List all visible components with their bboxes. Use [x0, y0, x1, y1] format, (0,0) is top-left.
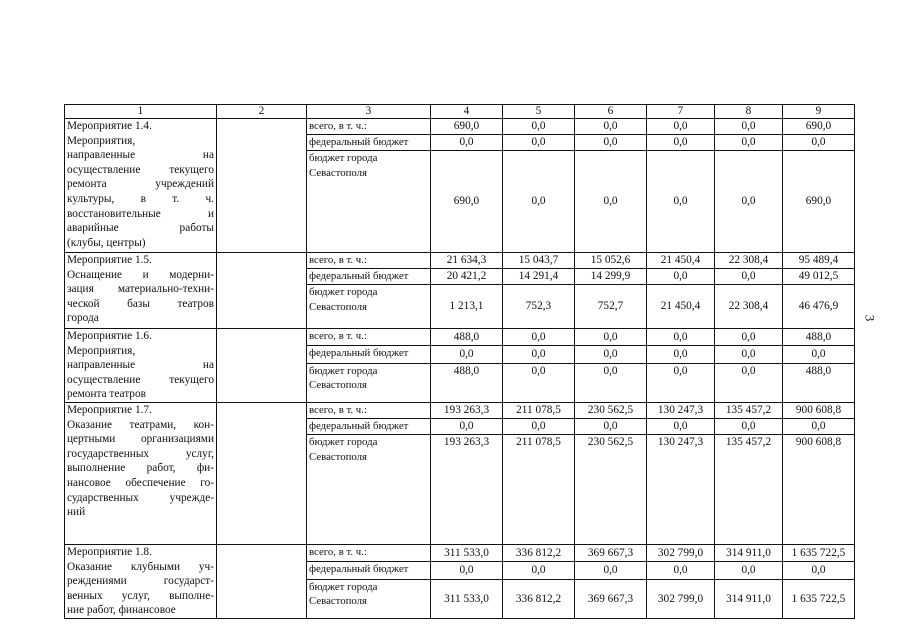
- value-cell: 302 799,0: [647, 579, 715, 618]
- value-cell: 311 533,0: [431, 544, 503, 561]
- description-line: венных услуг, выполне-: [67, 589, 214, 602]
- value-cell: 336 812,2: [503, 579, 575, 618]
- measure-description: [65, 119, 217, 253]
- empty-cell: [217, 544, 307, 618]
- value-cell: 0,0: [503, 363, 575, 402]
- header-cell: 6: [575, 105, 647, 119]
- value-cell: 0,0: [647, 346, 715, 363]
- value-cell: 900 608,8: [783, 434, 855, 544]
- value-cell: 690,0: [783, 119, 855, 135]
- header-cell: 8: [715, 105, 783, 119]
- value-cell: 0,0: [647, 363, 715, 402]
- description-line: города: [67, 312, 99, 325]
- description-line: ний: [67, 506, 86, 519]
- budget-table: [64, 104, 855, 619]
- description-line: нансовое обеспечение го-: [67, 476, 214, 489]
- value-cell: 0,0: [575, 119, 647, 135]
- value-cell: 0,0: [783, 418, 855, 434]
- header-cell: 7: [647, 105, 715, 119]
- value-cell: 135 457,2: [715, 402, 783, 418]
- value-cell: 130 247,3: [647, 402, 715, 418]
- header-cell: 1: [65, 105, 217, 119]
- value-cell: 0,0: [783, 346, 855, 363]
- funding-source: бюджет города Севастополя: [307, 151, 431, 253]
- description-line: Мероприятие 1.6.: [67, 330, 152, 342]
- value-cell: 130 247,3: [647, 434, 715, 544]
- page-number: 3: [862, 314, 878, 322]
- value-cell: 0,0: [715, 418, 783, 434]
- description-line: Мероприятие 1.5.: [67, 254, 152, 266]
- value-cell: 488,0: [431, 329, 503, 346]
- description-line: Оснащение и модерни-: [67, 268, 214, 281]
- value-cell: 21 450,4: [647, 253, 715, 269]
- value-cell: 21 450,4: [647, 285, 715, 329]
- empty-cell: [217, 119, 307, 253]
- value-cell: 0,0: [715, 562, 783, 579]
- value-cell: 0,0: [715, 135, 783, 151]
- description-line: направленные на: [67, 149, 214, 162]
- header-cell: 9: [783, 105, 855, 119]
- description-line: аварийные работы: [67, 222, 214, 235]
- value-cell: 0,0: [647, 135, 715, 151]
- value-cell: 0,0: [647, 151, 715, 253]
- value-cell: 1 213,1: [431, 285, 503, 329]
- measure-description: [65, 544, 217, 618]
- value-cell: 1 635 722,5: [783, 544, 855, 561]
- description-line: ремонта театров: [67, 388, 146, 401]
- table-row: [65, 402, 855, 418]
- value-cell: 211 078,5: [503, 402, 575, 418]
- value-cell: 488,0: [431, 363, 503, 402]
- description-line: осуществление текущего: [67, 373, 214, 386]
- funding-source: федеральный бюджет: [307, 135, 431, 151]
- value-cell: 0,0: [647, 329, 715, 346]
- value-cell: 0,0: [647, 418, 715, 434]
- value-cell: 22 308,4: [715, 285, 783, 329]
- value-cell: 690,0: [431, 151, 503, 253]
- table-row: [65, 329, 855, 346]
- description-line: Мероприятие 1.7.: [67, 403, 152, 416]
- value-cell: 193 263,3: [431, 434, 503, 544]
- description-line: ческой базы театров: [67, 297, 214, 310]
- value-cell: 900 608,8: [783, 402, 855, 418]
- funding-source: бюджет города Севастополя: [307, 434, 431, 544]
- funding-source: федеральный бюджет: [307, 562, 431, 579]
- description-line: Мероприятия,: [67, 134, 136, 147]
- value-cell: 0,0: [715, 119, 783, 135]
- description-line: Мероприятия,: [67, 344, 136, 357]
- table-row: [65, 544, 855, 561]
- value-cell: 0,0: [575, 329, 647, 346]
- description-line: ремонта учреждений: [67, 178, 214, 191]
- description-line: государственных услуг,: [67, 447, 214, 460]
- value-cell: 302 799,0: [647, 544, 715, 561]
- value-cell: 15 043,7: [503, 253, 575, 269]
- value-cell: 488,0: [783, 329, 855, 346]
- value-cell: 49 012,5: [783, 269, 855, 285]
- value-cell: 336 812,2: [503, 544, 575, 561]
- description-line: культуры, в т. ч.: [67, 192, 214, 205]
- empty-cell: [217, 253, 307, 329]
- header-cell: 3: [307, 105, 431, 119]
- value-cell: 14 291,4: [503, 269, 575, 285]
- value-cell: 0,0: [503, 418, 575, 434]
- value-cell: 15 052,6: [575, 253, 647, 269]
- value-cell: 314 911,0: [715, 579, 783, 618]
- measure-description: [65, 402, 217, 544]
- empty-cell: [217, 329, 307, 403]
- description-line: выполнение работ, фи-: [67, 462, 214, 475]
- value-cell: 230 562,5: [575, 434, 647, 544]
- value-cell: 0,0: [431, 346, 503, 363]
- funding-source: всего, в т. ч.:: [307, 119, 431, 135]
- header-cell: 5: [503, 105, 575, 119]
- value-cell: 311 533,0: [431, 579, 503, 618]
- description-line: Мероприятие 1.4.: [67, 120, 152, 132]
- funding-source: федеральный бюджет: [307, 346, 431, 363]
- description-line: Оказание клубными уч-: [67, 560, 214, 573]
- funding-source: бюджет города Севастополя: [307, 285, 431, 329]
- table-body: [65, 119, 855, 619]
- value-cell: 0,0: [715, 151, 783, 253]
- value-cell: 0,0: [431, 418, 503, 434]
- description-line: зация материально-техни-: [67, 283, 214, 296]
- value-cell: 0,0: [783, 562, 855, 579]
- value-cell: 752,3: [503, 285, 575, 329]
- value-cell: 0,0: [503, 346, 575, 363]
- measure-description: [65, 329, 217, 403]
- funding-source: бюджет города Севастополя: [307, 579, 431, 618]
- value-cell: 95 489,4: [783, 253, 855, 269]
- measure-description: [65, 253, 217, 329]
- value-cell: 14 299,9: [575, 269, 647, 285]
- value-cell: 0,0: [431, 562, 503, 579]
- funding-source: федеральный бюджет: [307, 269, 431, 285]
- value-cell: 0,0: [715, 346, 783, 363]
- value-cell: 0,0: [647, 562, 715, 579]
- value-cell: 0,0: [503, 329, 575, 346]
- value-cell: 0,0: [715, 269, 783, 285]
- description-line: (клубы, центры): [67, 236, 146, 249]
- empty-cell: [217, 402, 307, 544]
- value-cell: 46 476,9: [783, 285, 855, 329]
- value-cell: 135 457,2: [715, 434, 783, 544]
- funding-source: бюджет города Севастополя: [307, 363, 431, 402]
- value-cell: 0,0: [575, 418, 647, 434]
- value-cell: 0,0: [575, 363, 647, 402]
- description-line: цертными организациями: [67, 433, 214, 446]
- value-cell: 0,0: [647, 119, 715, 135]
- value-cell: 690,0: [431, 119, 503, 135]
- header-cell: 2: [217, 105, 307, 119]
- table-row: [65, 253, 855, 269]
- table-row: [65, 119, 855, 135]
- value-cell: 0,0: [575, 346, 647, 363]
- value-cell: 211 078,5: [503, 434, 575, 544]
- value-cell: 1 635 722,5: [783, 579, 855, 618]
- description-line: сударственных учрежде-: [67, 491, 214, 504]
- description-line: реждениями государст-: [67, 575, 214, 588]
- description-line: направленные на: [67, 359, 214, 372]
- value-cell: 20 421,2: [431, 269, 503, 285]
- description-line: Мероприятие 1.8.: [67, 545, 152, 558]
- value-cell: 314 911,0: [715, 544, 783, 561]
- value-cell: 0,0: [575, 135, 647, 151]
- value-cell: 0,0: [503, 135, 575, 151]
- funding-source: всего, в т. ч.:: [307, 544, 431, 561]
- funding-source: всего, в т. ч.:: [307, 329, 431, 346]
- value-cell: 0,0: [431, 135, 503, 151]
- value-cell: 0,0: [715, 363, 783, 402]
- value-cell: 230 562,5: [575, 402, 647, 418]
- funding-source: всего, в т. ч.:: [307, 253, 431, 269]
- value-cell: 193 263,3: [431, 402, 503, 418]
- description-line: ние работ, финансовое: [67, 604, 176, 617]
- value-cell: 0,0: [575, 151, 647, 253]
- value-cell: 0,0: [503, 562, 575, 579]
- header-row: [65, 105, 855, 119]
- header-cell: 4: [431, 105, 503, 119]
- value-cell: 0,0: [503, 119, 575, 135]
- description-line: Оказание театрами, кон-: [67, 418, 214, 431]
- value-cell: 0,0: [575, 562, 647, 579]
- value-cell: 752,7: [575, 285, 647, 329]
- value-cell: 0,0: [503, 151, 575, 253]
- value-cell: 488,0: [783, 363, 855, 402]
- funding-source: всего, в т. ч.:: [307, 402, 431, 418]
- value-cell: 0,0: [783, 135, 855, 151]
- funding-source: федеральный бюджет: [307, 418, 431, 434]
- value-cell: 22 308,4: [715, 253, 783, 269]
- value-cell: 21 634,3: [431, 253, 503, 269]
- value-cell: 0,0: [715, 329, 783, 346]
- value-cell: 369 667,3: [575, 544, 647, 561]
- description-line: восстановительные и: [67, 207, 214, 220]
- value-cell: 690,0: [783, 151, 855, 253]
- value-cell: 0,0: [647, 269, 715, 285]
- value-cell: 369 667,3: [575, 579, 647, 618]
- description-line: осуществление текущего: [67, 163, 214, 176]
